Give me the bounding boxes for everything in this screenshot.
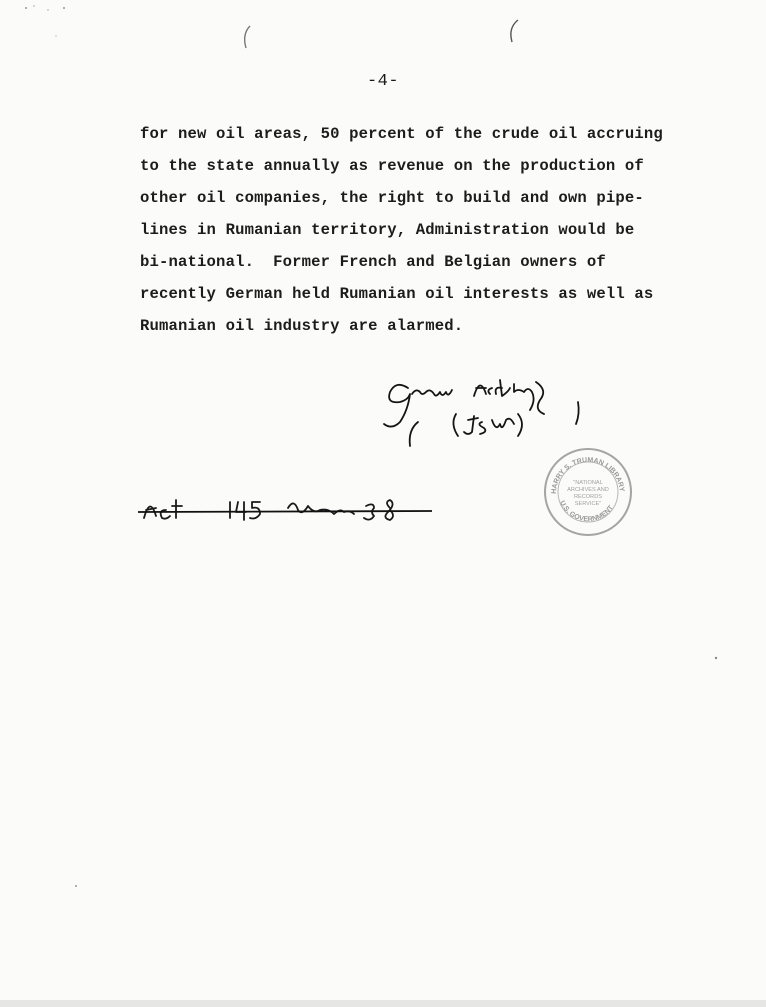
text-line: other oil companies, the right to build and own pipe- — [140, 189, 644, 207]
svg-text:"NATIONAL: "NATIONAL — [573, 480, 603, 486]
text-line: Rumanian oil industry are alarmed. — [140, 317, 464, 335]
text-line: lines in Rumanian territory, Administration would be — [140, 221, 635, 239]
body-text — [140, 118, 700, 342]
svg-text:HARRY S. TRUMAN LIBRARY: HARRY S. TRUMAN LIBRARY — [550, 456, 625, 495]
corner-dust-marks — [20, 2, 80, 42]
text-line: bi-national. Former French and Belgian owners of — [140, 253, 606, 271]
struck-through-handwritten-note — [138, 488, 438, 528]
scan-edge-bottom — [0, 1000, 766, 1007]
top-margin-mark-right — [502, 16, 524, 46]
text-line: recently German held Rumanian oil interests as well as — [140, 285, 654, 303]
archive-stamp — [542, 446, 634, 538]
svg-text:RECORDS: RECORDS — [574, 494, 602, 500]
scan-speck — [710, 650, 730, 670]
svg-text:U.S. GOVERNMENT: U.S. GOVERNMENT — [558, 499, 615, 524]
top-margin-mark-left — [236, 22, 256, 52]
svg-text:ARCHIVES AND: ARCHIVES AND — [567, 487, 609, 493]
text-line: for new oil areas, 50 percent of the crude oil accruing — [140, 125, 663, 143]
scan-speck — [68, 880, 88, 900]
svg-text:SERVICE": SERVICE" — [574, 501, 602, 507]
page-number: -4- — [366, 72, 400, 91]
text-line: to the state annually as revenue on the production of — [140, 157, 644, 175]
